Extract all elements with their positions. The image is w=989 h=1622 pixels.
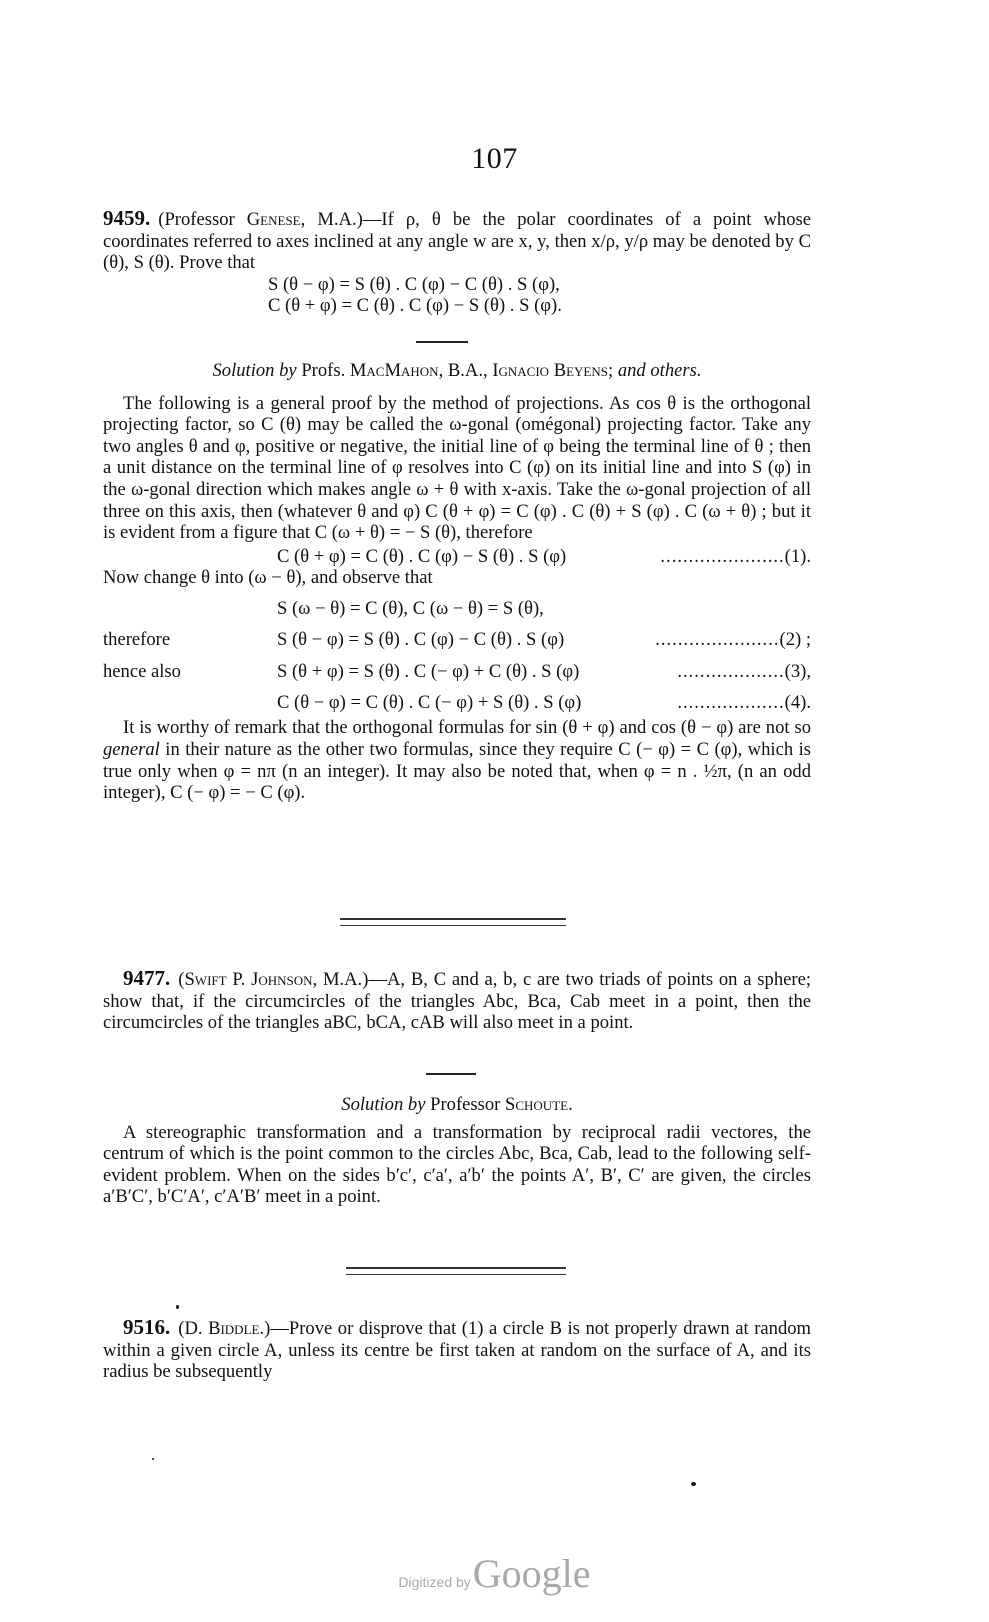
google-logo: Google (472, 1551, 591, 1596)
page-number: 107 (471, 142, 518, 175)
equation-observe: S (ω − θ) = C (θ), C (ω − θ) = S (θ), (277, 597, 544, 619)
author-name: Biddle (208, 1318, 260, 1339)
equation-4: C (θ − φ) = C (θ) . C (− φ) + S (θ) . S (φ) ...................(4). (277, 691, 811, 713)
section-divider (426, 1073, 476, 1075)
solution-paragraph: A stereographic transformation and a transformation by reciprocal radii vectores, the centrum of which is the point common to the circles Abc, Bca, Cab, lead to the following self-evident problem. When on the sides b′c′, c′a′, a′b′ the points A′, B′, C′ are given, the circles a′B′C′, b′C′A′, c′A′B′ meet in a point. (103, 1121, 811, 1208)
scan-speck (691, 1482, 696, 1486)
solution-paragraph: The following is a general proof by the method of projections. As cos θ is the orthogonal projecting factor, so C (θ) may be called the ω-gonal (omégonal) projecting factor. Take any two angles θ and φ, positive or negative, the initial line of φ being the terminal line of θ ; then a unit distance on the terminal line of φ resolves into C (φ) on its initial line and into S (φ) in the ω-gonal direction which makes angle ω + θ with x-axis. Take the ω-gonal projection of all three on this axis, then (whatever θ and φ) C (θ + φ) = C (φ) . C (θ) + S (φ) . C (ω + θ) ; but it is evident from a figure that C (ω + θ) = − S (θ), therefore (103, 392, 811, 544)
solution-byline: Solution by Professor Schoute. (341, 1094, 573, 1115)
question-9477-statement: 9477. (Swift P. Johnson, M.A.)—A, B, C and a, b, c are two triads of points on a sphere; show that, if the circumcircles of the triangles Abc, Bca, Cab meet in a point, then the circumcircles of the triangles aBC, bCA, cAB will also meet in a point. (103, 966, 811, 1034)
solution-9477 (103, 1094, 811, 1208)
equation: C (θ + φ) = C (θ) . C (φ) − S (θ) . S (φ). (268, 295, 562, 317)
section-divider-double (346, 1267, 566, 1275)
digitized-by-google-watermark: Digitized byGoogle (398, 1551, 591, 1596)
question-9516 (103, 1317, 811, 1383)
author-name: Swift P. Johnson (184, 969, 313, 990)
equation-3: hence also S (θ + φ) = S (θ) . C (− φ) + C (θ) . S (φ) ...................(3), (103, 661, 811, 683)
remark-paragraph: It is worthy of remark that the orthogonal formulas for sin (θ + φ) and cos (θ − φ) are not so general in their nature as the other two formulas, since they require C (− φ) = C (φ), which is true only when φ = nπ (n an integer). It may also be noted that, when φ = n . ½π, (n an odd integer), C (− φ) = − C (φ). (103, 717, 811, 804)
section-divider-double (340, 918, 566, 926)
question-9459-statement: 9459. (Professor Genese, M.A.)—If ρ, θ be the polar coordinates of a point whose coordinates referred to axes inclined at any angle w are x, y, then x/ρ, y/ρ may be denoted by C (θ), S (θ). Prove that (103, 206, 811, 274)
solution-text: Now change θ into (ω − θ), and observe that (103, 567, 433, 589)
equation: S (θ − φ) = S (θ) . C (φ) − C (θ) . S (φ), (268, 273, 560, 295)
section-divider (416, 341, 468, 343)
question-9459 (103, 208, 811, 317)
author-name: Genese (246, 209, 301, 230)
question-number: 9516. (123, 1315, 171, 1339)
question-9516-statement: 9516. (D. Biddle.)—Prove or disprove that (1) a circle B is not properly drawn at random within a given circle A, unless its centre be first taken at random on the surface of A, and its radius be subsequently (103, 1315, 812, 1383)
scan-speck (176, 1305, 179, 1309)
question-number: 9477. (123, 966, 171, 990)
scan-speck (152, 1458, 154, 1460)
question-9477 (103, 968, 811, 1034)
equation-2: therefore S (θ − φ) = S (θ) . C (φ) − C (θ) . S (φ) ......................(2) ; (103, 628, 811, 650)
equation-1: C (θ + φ) = C (θ) . C (φ) − S (θ) . S (φ) ......................(1). (277, 545, 811, 567)
solution-byline: Solution by Profs. MacMahon, B.A., Ignacio Beyens; and others. (212, 360, 702, 381)
solution-9459 (103, 360, 811, 804)
question-number: 9459. (103, 206, 151, 230)
